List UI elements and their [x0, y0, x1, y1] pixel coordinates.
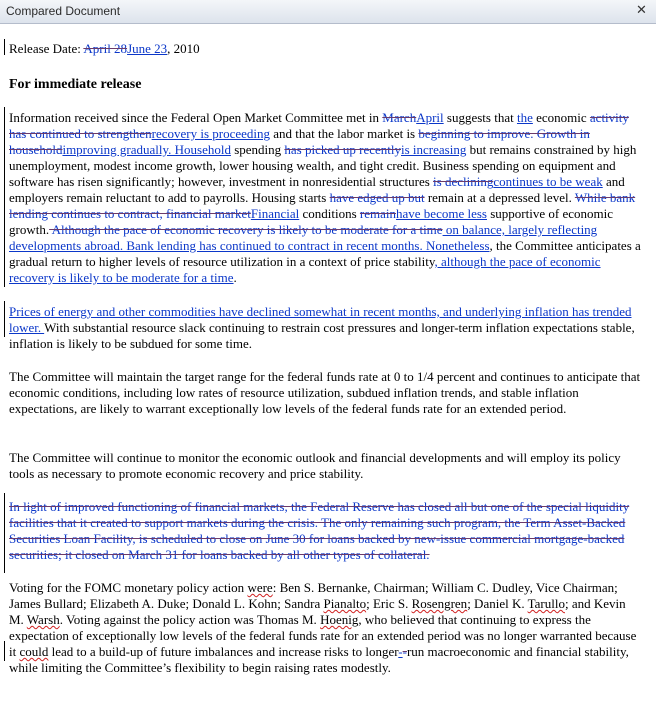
text-run: ; and Kevin M.: [9, 596, 626, 627]
title-bar: [0, 0, 656, 24]
spelling-flag: Tarullo: [527, 596, 565, 611]
text-run: ; Eric S.: [366, 596, 412, 611]
paragraph-4: [9, 450, 643, 482]
inserted-text: -: [398, 644, 403, 659]
spelling-flag: were: [247, 580, 273, 595]
text-run: The Committee will continue to monitor the economic outlook and financial developments and will employ its policy tools as necessary to promote economic recovery and price stability.: [9, 450, 621, 481]
deleted-text: Although the pace of economic recovery is likely to be moderate for a time: [49, 222, 443, 237]
deleted-text: is declining: [433, 174, 494, 189]
text-run: lead to a build-up of future imbalances and increase risks to longer: [48, 644, 399, 659]
change-bar: [4, 641, 5, 661]
inserted-text: improving gradually. Household: [62, 142, 231, 157]
text-run: suggests that: [443, 110, 517, 125]
deleted-text: While bank lending continues to contract, financial market: [9, 190, 636, 221]
text-run: The Committee will maintain the target range for the federal funds rate at 0 to 1/4 percent and continues to anticipate that economic conditions, including low rates of resource utilization, subdued inflation trends, and stable inflation expectations, are likely to warrant exceptionally low levels of the federal funds rate for an extended period.: [9, 369, 641, 416]
deleted-text: -: [402, 644, 407, 659]
text-run: economic: [532, 110, 590, 125]
deleted-text: April 28: [83, 41, 128, 56]
text-run: and that the labor market is: [270, 126, 419, 141]
text-run: spending: [230, 142, 285, 157]
inserted-text: the: [516, 110, 533, 125]
inserted-text: , although the pace of economic recovery is likely to be moderate for a time: [9, 254, 601, 285]
deleted-text: beginning to improve. Growth in household: [9, 126, 590, 157]
inserted-text: on balance, largely reflecting developments abroad. Bank lending has continued to contract in recent months. Nonetheless: [9, 222, 598, 253]
paragraph-2: [9, 304, 643, 352]
inserted-text: April: [416, 110, 444, 125]
change-bar: [4, 301, 5, 337]
deleted-text: activity has continued to strengthen: [9, 110, 629, 141]
deleted-text: remain: [359, 206, 397, 221]
change-bar: [4, 493, 5, 573]
paragraph-6: [9, 580, 643, 676]
text-run: and employers remain reluctant to add to payrolls. Housing starts: [9, 174, 625, 205]
deleted-text: have edged up but: [329, 190, 425, 205]
text-run: , the Committee anticipates a gradual return to higher levels of resource utilization in a context of price stability: [9, 238, 641, 269]
inserted-text: Prices of energy and other commodities have declined somewhat in recent months, and underlying inflation has trended lower.: [9, 304, 632, 335]
spelling-flag: could: [19, 644, 49, 659]
inserted-text: June 23: [127, 41, 168, 56]
text-run: : Ben S. Bernanke, Chairman; William C. Dudley, Vice Chairman; James Bullard; Elizabeth A. Duke; Donald L. Kohn; Sandra: [9, 580, 618, 611]
deleted-text: March: [382, 110, 417, 125]
spelling-flag: Pianalto: [323, 596, 367, 611]
inserted-text: Financial: [250, 206, 300, 221]
deleted-text: In light of improved functioning of financial markets, the Federal Reserve has closed all but one of the special liquidity facilities that it created to support markets during the crisis. The only remaining such program, the Term Asset-Backed Securities Loan Facility, is scheduled to close on June 30 for loans backed by new-issue commercial mortgage-backed securities; it closed on March 31 for loans backed by all other types of collateral.: [9, 499, 630, 562]
paragraph-3: [9, 369, 643, 417]
inserted-text: is increasing: [401, 142, 467, 157]
text-run: but remains constrained by high unemployment, modest income growth, lower housing wealth, and tight credit. Business spending on equipment and software has risen significantly; however, investment in nonresidential structures: [9, 142, 637, 189]
spelling-flag: Hoenig: [320, 612, 359, 627]
heading: For immediate release: [9, 77, 142, 92]
deleted-text: has picked up recently: [284, 142, 401, 157]
text-run: conditions: [299, 206, 360, 221]
text-run: Information received since the Federal Open Market Committee met in: [9, 110, 383, 125]
text-run: With substantial resource slack continuing to restrain cost pressures and longer-term inflation expectations stable, inflation is likely to be subdued for some time.: [9, 320, 635, 351]
paragraph-1: [9, 110, 643, 286]
window-title: Compared Document: [6, 4, 121, 18]
text-run: . Voting against the policy action was Thomas M.: [59, 612, 321, 627]
text-run: Voting for the FOMC monetary policy action: [9, 580, 248, 595]
text-run: remain at a depressed level.: [424, 190, 575, 205]
text-run: run macroeconomic and financial stability, while limiting the Committee’s flexibility to begin raising rates modestly.: [9, 644, 629, 675]
spelling-flag: Warsh: [26, 612, 60, 627]
text-run: .: [233, 270, 237, 285]
document-body[interactable]: [0, 25, 656, 711]
change-bar: [4, 39, 5, 55]
close-icon[interactable]: ✕: [636, 3, 647, 18]
inserted-text: have become less: [396, 206, 487, 221]
paragraph-5-deleted: [9, 499, 643, 563]
text-run: , who believed that continuing to express the expectation of exceptionally low levels of the federal funds rate for an extended period was no longer warranted because it: [9, 612, 637, 659]
text-run: supportive of economic growth.: [9, 206, 613, 237]
inserted-text: continues to be weak: [493, 174, 603, 189]
inserted-text: recovery is proceeding: [151, 126, 270, 141]
change-bar: [4, 107, 5, 287]
spelling-flag: Rosengren: [411, 596, 468, 611]
release-date: Release Date: April 28June 23, 2010: [9, 41, 200, 56]
text-run: ; Daniel K.: [467, 596, 528, 611]
